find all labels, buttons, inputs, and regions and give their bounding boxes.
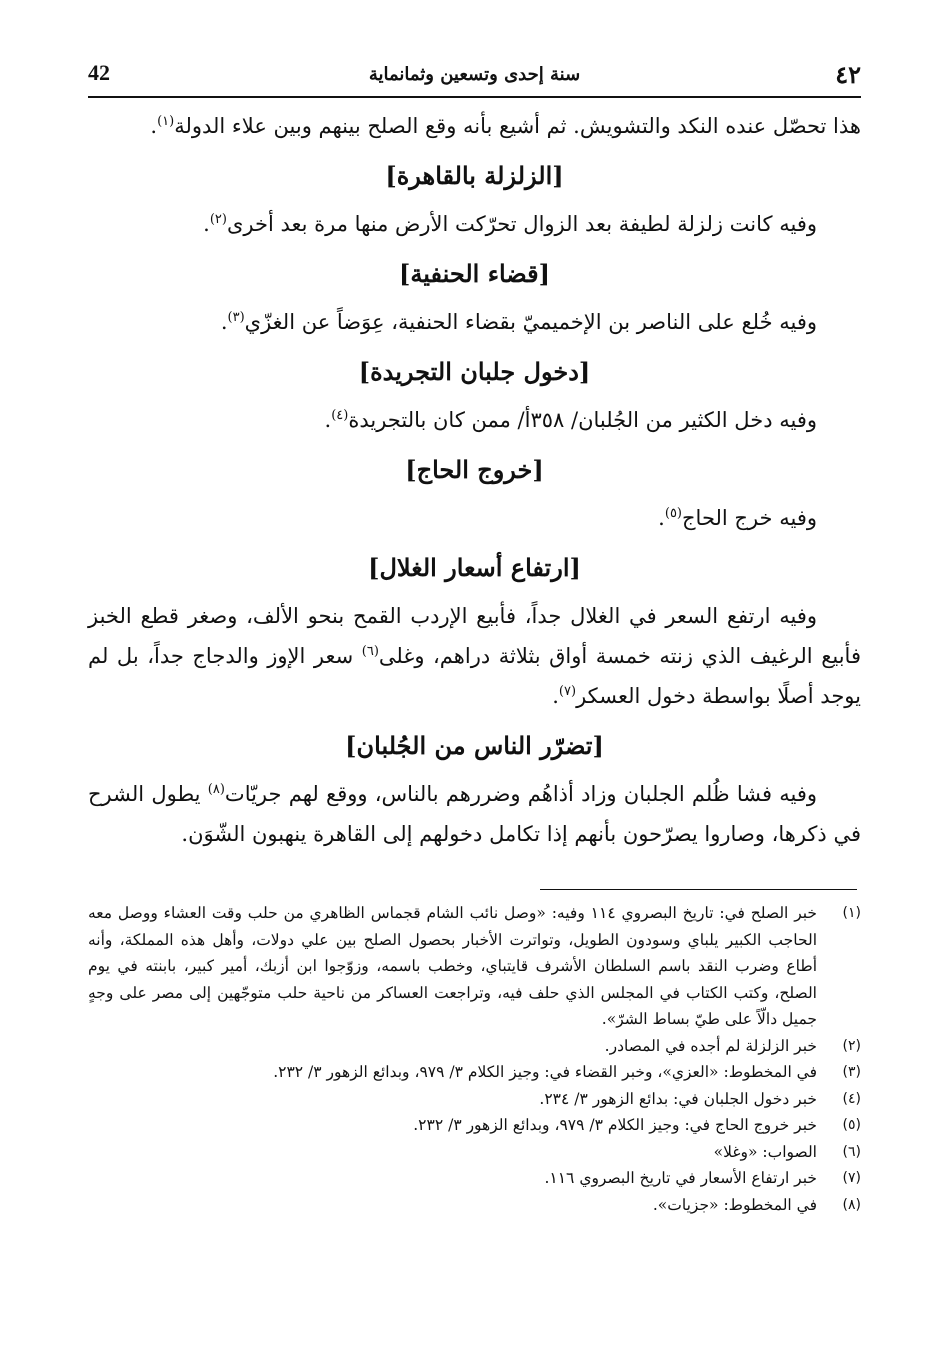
main-text (88, 106, 861, 854)
footnote-separator (540, 889, 857, 890)
footnote-number: (٨) (842, 1196, 861, 1213)
footnote-number: (٧) (842, 1170, 861, 1186)
page-number-arabic: ٤٢ (835, 60, 861, 89)
footnote-number: (٦) (842, 1143, 861, 1160)
footnote (88, 1033, 861, 1060)
section-heading: [ارتفاع أسعار الغلال] (368, 553, 581, 582)
paragraph: وفيه دخل الكثير من الجُلبان/ ٣٥٨أ/ ممن كان بالتجريدة$^{(٤)}$. (324, 408, 817, 432)
footnote-text: في المخطوط: «العزي»، وخبر القضاء في: وجيز الكلام ٣/ ٩٧٩، وبدائع الزهور ٣/ ٢٣٢. (273, 1063, 817, 1081)
section-heading: [تضرّر الناس من الجُلبان] (345, 731, 604, 760)
section-heading: [الزلزلة بالقاهرة] (385, 161, 564, 190)
footnote (88, 1086, 861, 1113)
footnote (88, 1192, 861, 1219)
footnote-ref: (٢) (209, 212, 227, 227)
footnote-number: (٤) (842, 1090, 861, 1107)
header-rule (88, 96, 861, 98)
paragraph: وفيه ارتفع السعر في الغلال جداً، فأبيع الإردب القمح بنحو الألف، وصغر قطع الخبز فأبيع الرغيف الذي زنته خمسة أواق بثلاثة دراهم، وغلى$^{(٦)}$ سعر الإوز والدجاج جداً، بل لم يوجد أصلًا بواسطة دخول العسكر$^{(٧)}$. (88, 604, 861, 708)
footnote-text: الصواب: «وغلا» (713, 1142, 817, 1161)
footnotes (88, 900, 861, 1218)
footnote-ref: (٦) (361, 644, 379, 659)
paragraph: وفيه خُلع على الناصر بن الإخميميّ بقضاء الحنفية، عِوَضاً عن الغزّي$^{(٣)}$. (220, 310, 817, 334)
footnote-number: (٢) (842, 1037, 861, 1054)
running-title: سنة إحدى وتسعين وثمانماية (368, 64, 581, 85)
footnote-number: (١) (842, 905, 861, 921)
footnote-ref: (٣) (227, 310, 245, 325)
footnote (88, 1165, 861, 1192)
footnote (88, 1112, 861, 1139)
section-heading: [قضاء الحنفية] (399, 259, 550, 288)
section-heading: [خروج الحاج] (405, 455, 544, 484)
footnote (88, 1059, 861, 1086)
footnote-ref: (٨) (207, 782, 225, 797)
footnote-ref: (٧) (558, 684, 577, 699)
footnote-text: خبر خروج الحاج في: وجيز الكلام ٣/ ٩٧٩، وبدائع الزهور ٣/ ٢٣٢. (413, 1116, 817, 1134)
footnote-ref: (١) (157, 114, 175, 129)
paragraph: وفيه خرج الحاج$^{(٥)}$. (658, 506, 817, 530)
section-heading: [دخول جلبان التجريدة] (358, 357, 591, 386)
footnote-text: خبر الزلزلة لم أجده في المصادر. (604, 1036, 817, 1055)
footnote-text: خبر دخول الجلبان في: بدائع الزهور ٣/ ٢٣٤. (539, 1089, 817, 1108)
footnote-number: (٣) (842, 1064, 861, 1080)
footnote-ref: (٥) (664, 506, 682, 521)
page-header (88, 58, 861, 98)
footnote-text: في المخطوط: «جزيات». (652, 1195, 817, 1214)
footnote-text: خبر ارتفاع الأسعار في تاريخ البصروي ١١٦. (544, 1169, 817, 1187)
footnote (88, 900, 861, 1033)
page-number-latin: 42 (88, 60, 110, 85)
paragraph: وفيه فشا ظُلم الجلبان وزاد أذاهُم وضررهم بالناس، ووقع لهم جريّات$^{(٨)}$ يطول الشرح في ذكرها، وصاروا يصرّحون بأنهم إذا تكامل دخولهم إلى القاهرة ينهبون الشّوَن. (88, 782, 861, 846)
paragraph-continuation: هذا تحصّل عنده النكد والتشويش. ثم أشيع بأنه وقع الصلح بينهم وبين علاء الدولة$^{(١)}$. (150, 114, 861, 138)
footnote (88, 1139, 861, 1166)
paragraph: وفيه كانت زلزلة لطيفة بعد الزوال تحرّكت الأرض منها مرة بعد أخرى$^{(٢)}$. (203, 212, 817, 236)
footnote-ref: (٤) (331, 408, 349, 423)
footnote-number: (٥) (842, 1117, 861, 1133)
footnote-text: خبر الصلح في: تاريخ البصروي ١١٤ وفيه: «وصل نائب الشام قجماس الظاهري من حلب وقت العشاء ووصل معه الحاجب الكبير يلباي وسودون الطويل، وتواترت الأخبار بحصول الصلح بين علي دولات، وأهل هذه المملكة، وأنه أطاع وضرب النقد باسم السلطان الأشرف قايتباي، وخطب باسمه، وزوّجوا ابن أزبك، أمير كبير، بابنته في يوم الصلح، وكتب الكتاب في المجلس الذي حلف فيه، وتراجعت العساكر من ناحية حلب متوجّهين إلى مصر على وجهٍ جميل دالّاً على طيّ بساط الشرّ». (88, 904, 818, 1028)
